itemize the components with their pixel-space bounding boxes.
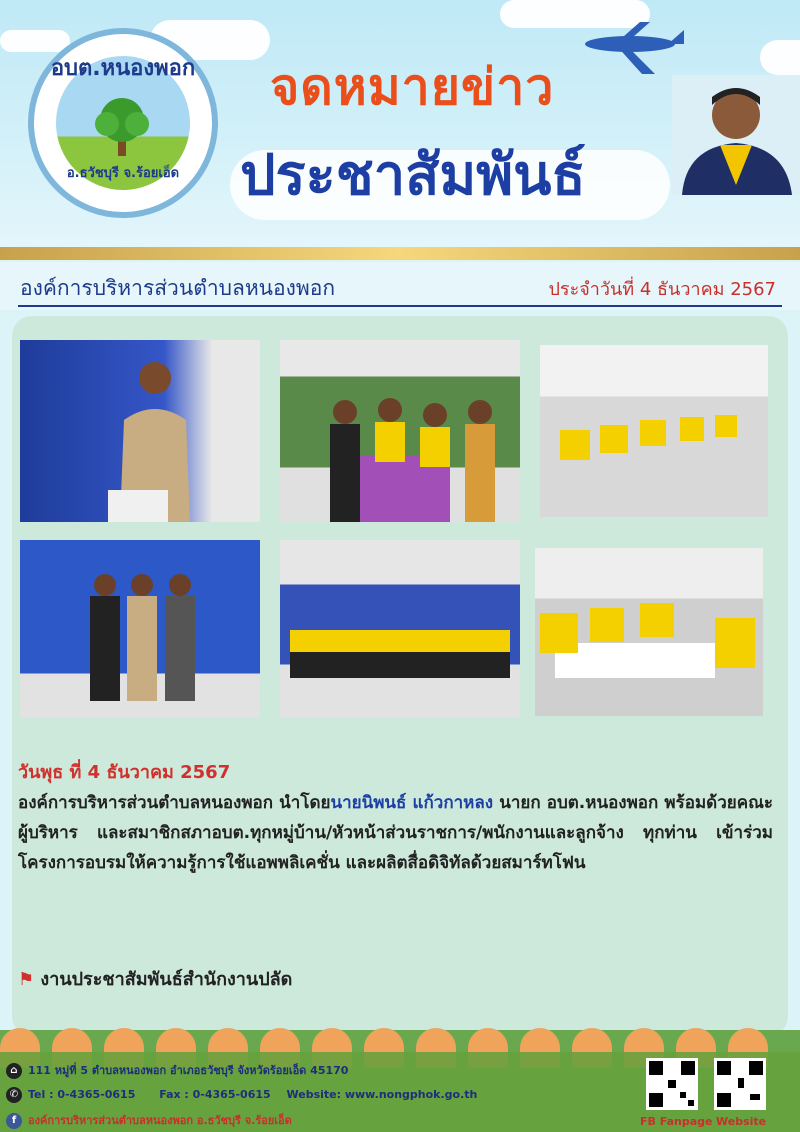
newsletter-subtitle: ประชาสัมพันธ์: [240, 143, 586, 208]
address-text: 111 หมู่ที่ 5 ตำบลหนองพอก อำเภอธวัชบุรี จังหวัดร้อยเอ็ด 45170: [28, 1064, 349, 1077]
qr-icon: [714, 1058, 766, 1110]
qr-code-fanpage[interactable]: [646, 1058, 698, 1110]
home-icon: ⌂: [6, 1063, 22, 1079]
qr-code-website[interactable]: [714, 1058, 766, 1110]
footer-address-row: [6, 1061, 348, 1079]
divider: [18, 305, 782, 307]
organization-logo: [28, 28, 218, 218]
tel-text: Tel : 0-4365-0615: [28, 1088, 136, 1101]
logo-bottom-text: อ.ธวัชบุรี จ.ร้อยเอ็ด: [66, 166, 180, 181]
newsletter-title: จดหมายข่าว: [270, 58, 555, 116]
paragraph-text-start: องค์การบริหารส่วนตำบลหนองพอก นำโดย: [18, 793, 331, 813]
issue-date: ประจำวันที่ 4 ธันวาคม 2567: [548, 279, 776, 300]
pin-icon: ⚑: [18, 969, 35, 990]
website-link[interactable]: Website: www.nongphok.go.th: [286, 1088, 478, 1101]
qr-fanpage-label: FB Fanpage: [640, 1115, 713, 1128]
article-body: [18, 758, 773, 878]
facebook-link[interactable]: องค์การบริหารส่วนตำบลหนองพอก อ.ธวัชบุรี จ.ร้อยเอ็ด: [28, 1114, 292, 1127]
photo-audience: [540, 345, 768, 517]
cloud: [760, 40, 800, 75]
photo-workshop: [535, 548, 763, 716]
article-date: วันพุธ ที่ 4 ธันวาคม 2567: [18, 762, 231, 783]
cloud: [0, 30, 70, 52]
fax-text: Fax : 0-4365-0615: [159, 1088, 271, 1101]
subheader: [0, 262, 800, 310]
photo-officials: [20, 540, 260, 718]
decorative-band: [0, 247, 800, 260]
footer-contact-row: [6, 1087, 477, 1103]
footer-facebook-row: [6, 1111, 292, 1129]
phone-icon: ✆: [6, 1087, 22, 1103]
logo-top-text: อบต.หนองพอก: [50, 56, 196, 81]
organization-name: องค์การบริหารส่วนตำบลหนองพอก: [20, 276, 336, 300]
photo-group: [280, 540, 520, 718]
signature-text: งานประชาสัมพันธ์สำนักงานปลัด: [40, 969, 293, 990]
paragraph-text-rest: นายก อบต.หนองพอก พร้อมด้วยคณะผู้บริหาร และสมาชิกสภาอบต.ทุกหมู่บ้าน/หัวหน้าส่วนราชการ/พนักงานและลูกจ้าง ทุกท่าน เข้าร่วมโครงการอบรมให้ความรู้การใช้แอพพลิเคชั่น และผลิตสื่อดิจิทัลด้วยสมาร์ทโฟน: [18, 793, 774, 873]
airplane-icon: [580, 22, 685, 77]
qr-website-label: Website: [716, 1115, 767, 1128]
signature: [18, 964, 292, 993]
facebook-icon: f: [6, 1113, 22, 1129]
qr-icon: [646, 1058, 698, 1110]
article-paragraph: [18, 788, 773, 878]
photo-speaker: [20, 340, 260, 522]
photo-presenters: [280, 340, 520, 522]
tree-icon: [87, 92, 157, 162]
mayor-portrait: [672, 75, 800, 195]
mayor-name: นายนิพนธ์ แก้วกาหลง: [330, 793, 494, 813]
